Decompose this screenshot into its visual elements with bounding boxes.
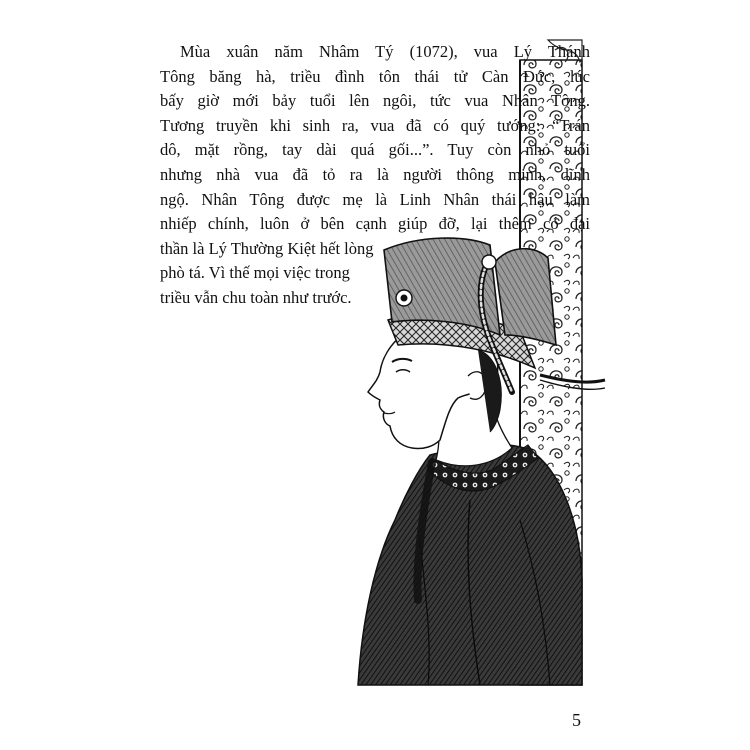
- text-line-8: nhiếp chính, luôn ở bên cạnh giúp đỡ, lại thêm có đại: [160, 214, 590, 234]
- text-line-3: bấy giờ mới bảy tuổi lên ngôi, tức vua Nhân Tông.: [160, 91, 590, 111]
- body-text: [160, 40, 590, 311]
- text-line-9: thần là Lý Thường Kiệt hết lòng: [160, 238, 374, 258]
- text-line-6: nhưng nhà vua đã tỏ ra là người thông minh, dĩnh: [160, 164, 590, 184]
- text-line-4: Tương truyền khi sinh ra, vua đã có quý tướng: “Trán: [160, 115, 590, 135]
- page-number: 5: [572, 710, 581, 730]
- text-line-5: dô, mặt rồng, tay dài quá gối...”. Tuy còn nhỏ tuổi: [160, 140, 590, 160]
- text-line-11: triều vẫn chu toàn như trước.: [160, 287, 352, 307]
- text-line-7: ngộ. Nhân Tông được mẹ là Linh Nhân thái hậu làm: [160, 189, 590, 209]
- text-line-10: phò tá. Vì thế mọi việc trong: [160, 263, 350, 283]
- text-line-2: Tông băng hà, triều đình tôn thái tử Càn Đức, lúc: [160, 66, 590, 86]
- text-line-1: Mùa xuân năm Nhâm Tý (1072), vua Lý Thánh: [180, 42, 590, 61]
